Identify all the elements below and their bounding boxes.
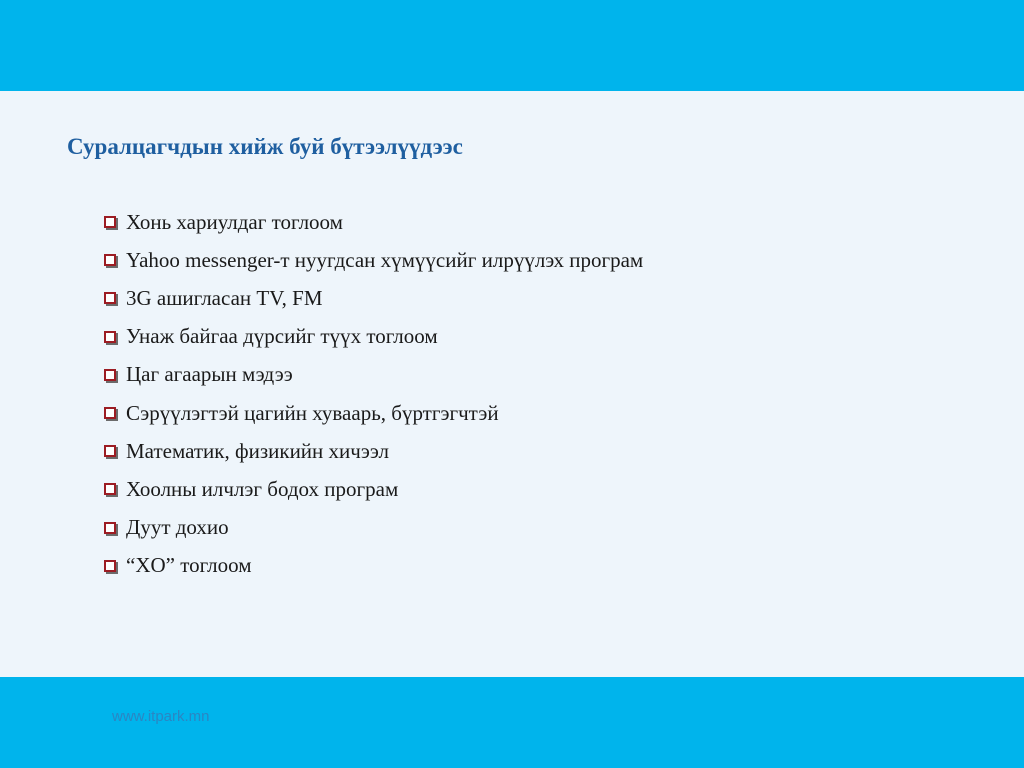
checkbox-square-icon — [104, 331, 116, 343]
list-item — [104, 279, 643, 317]
checkbox-square-icon — [104, 522, 116, 534]
list-item — [104, 432, 643, 470]
checkbox-square-icon — [104, 292, 116, 304]
list-item-text: Математик, физикийн хичээл — [126, 438, 389, 463]
list-item-text: Сэрүүлэгтэй цагийн хуваарь, бүртгэгчтэй — [126, 400, 499, 425]
bullet-list — [104, 203, 643, 585]
list-item — [104, 509, 643, 547]
list-item — [104, 394, 643, 432]
slide-title: Суралцагчдын хийж буй бүтээлүүдээс — [67, 134, 463, 159]
list-item — [104, 318, 643, 356]
list-item-text: Yahoo messenger-т нуугдсан хүмүүсийг илрүүлэх програм — [126, 247, 644, 272]
header-band — [0, 0, 1024, 91]
checkbox-square-icon — [104, 445, 116, 457]
footer-url[interactable]: www.itpark.mn — [112, 708, 210, 725]
list-item — [104, 470, 643, 508]
list-item — [104, 356, 643, 394]
list-item — [104, 241, 643, 279]
checkbox-square-icon — [104, 216, 116, 228]
list-item-text: Дуут дохио — [126, 515, 229, 540]
checkbox-square-icon — [104, 560, 116, 572]
list-item-text: Унаж байгаа дүрсийг түүх тоглоом — [126, 324, 438, 349]
list-item-text: “XO” тоглоом — [126, 553, 252, 578]
list-item-text: 3G ашигласан TV, FM — [126, 285, 323, 310]
list-item-text: Цаг агаарын мэдээ — [126, 362, 293, 387]
list-item-text: Хоолны илчлэг бодох програм — [126, 476, 399, 501]
checkbox-square-icon — [104, 407, 116, 419]
checkbox-square-icon — [104, 369, 116, 381]
list-item-text: Хонь хариулдаг тоглоом — [126, 209, 343, 234]
checkbox-square-icon — [104, 483, 116, 495]
list-item — [104, 203, 643, 241]
checkbox-square-icon — [104, 254, 116, 266]
list-item — [104, 547, 643, 585]
